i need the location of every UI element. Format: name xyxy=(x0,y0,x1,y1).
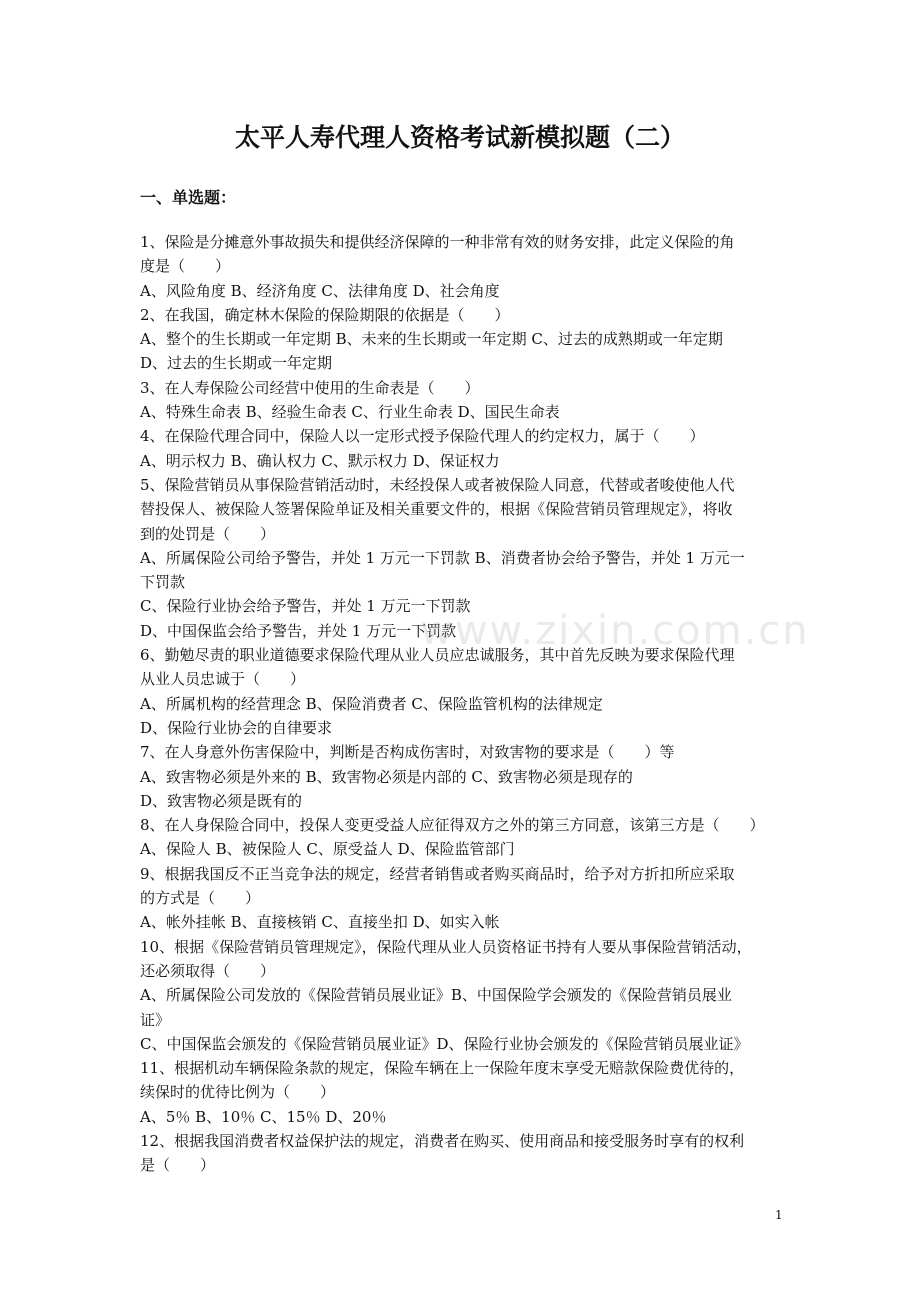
text-line: A、所属保险公司发放的《保险营销员展业证》B、中国保险学会颁发的《保险营销员展业 xyxy=(140,986,732,1005)
text-line: 证》 xyxy=(140,1010,171,1029)
watermark: www.zixin.com.cn xyxy=(420,608,810,654)
text-line: 下罚款 xyxy=(140,573,186,592)
text-line: C、中国保监会颁发的《保险营销员展业证》D、保险行业协会颁发的《保险营销员展业证》 xyxy=(140,1034,749,1053)
text-line: A、整个的生长期或一年定期 B、未来的生长期或一年定期 C、过去的成熟期或一年定期 xyxy=(140,330,723,349)
text-line: 1、保险是分摊意外事故损失和提供经济保障的一种非常有效的财务安排，此定义保险的角 xyxy=(140,233,735,251)
text-line: 还必须取得（ ） xyxy=(140,961,276,980)
text-line: 3、在人寿保险公司经营中使用的生命表是（ ） xyxy=(140,378,480,397)
text-line: A、帐外挂帐 B、直接核销 C、直接坐扣 D、如实入帐 xyxy=(140,913,500,932)
section-heading: 一、单选题： xyxy=(140,188,237,207)
text-line: 度是（ ） xyxy=(140,257,231,276)
text-line: A、所属机构的经营理念 B、保险消费者 C、保险监管机构的法律规定 xyxy=(140,694,603,713)
question-body xyxy=(140,230,800,1178)
text-line: 11、根据机动车辆保险条款的规定，保险车辆在上一保险年度末享受无赔款保险费优待的， xyxy=(140,1059,745,1078)
document-title: 太平人寿代理人资格考试新模拟题（二） xyxy=(234,123,685,152)
text-line: 到的处罚是（ ） xyxy=(140,524,276,543)
text-line: 续保时的优待比例为（ ） xyxy=(140,1083,336,1102)
text-line: 从业人员忠诚于（ ） xyxy=(140,670,306,689)
text-line: 9、根据我国反不正当竞争法的规定，经营者销售或者购买商品时，给予对方折扣所应采取 xyxy=(140,864,735,883)
page-number: 1 xyxy=(775,1208,783,1222)
text-line: A、所属保险公司给予警告，并处 1 万元一下罚款 B、消费者协会给予警告，并处 1 万元一 xyxy=(140,548,745,567)
text-line: C、保险行业协会给予警告，并处 1 万元一下罚款 xyxy=(140,597,471,616)
text-line: D、中国保监会给予警告，并处 1 万元一下罚款 xyxy=(140,621,457,640)
text-line: 4、在保险代理合同中，保险人以一定形式授予保险代理人的约定权力，属于（ ） xyxy=(140,427,705,446)
text-line: 8、在人身保险合同中，投保人变更受益人应征得双方之外的第三方同意，该第三方是（ ） xyxy=(140,816,765,835)
text-line: D、致害物必须是既有的 xyxy=(140,791,303,810)
text-line: 2、在我国，确定林木保险的保险期限的依据是（ ） xyxy=(140,305,510,324)
text-line: 是（ ） xyxy=(140,1156,216,1175)
text-line: 5、保险营销员从事保险营销活动时，未经投保人或者被保险人同意，代替或者唆使他人代 xyxy=(140,475,735,494)
text-line: 的方式是（ ） xyxy=(140,889,261,908)
text-line: A、明示权力 B、确认权力 C、默示权力 D、保证权力 xyxy=(140,451,500,470)
text-line: 10、根据《保险营销员管理规定》，保险代理从业人员资格证书持有人要从事保险营销活动， xyxy=(140,937,752,956)
text-line: A、风险角度 B、经济角度 C、法律角度 D、社会角度 xyxy=(140,281,500,300)
text-line: D、保险行业协会的自律要求 xyxy=(140,718,333,737)
text-line: D、过去的生长期或一年定期 xyxy=(140,354,333,373)
text-line: A、5％ B、10％ C、15％ D、20％ xyxy=(140,1107,387,1126)
text-line: A、特殊生命表 B、经验生命表 C、行业生命表 D、国民生命表 xyxy=(140,403,560,422)
text-line: 替投保人、被保险人签署保险单证及相关重要文件的，根据《保险营销员管理规定》，将收 xyxy=(140,500,733,519)
text-line: 6、勤勉尽责的职业道德要求保险代理从业人员应忠诚服务，其中首先反映为要求保险代理 xyxy=(140,646,735,665)
text-line: A、致害物必须是外来的 B、致害物必须是内部的 C、致害物必须是现存的 xyxy=(140,767,633,786)
text-line: 12、根据我国消费者权益保护法的规定，消费者在购买、使用商品和接受服务时享有的权利 xyxy=(140,1131,745,1150)
text-line: 7、在人身意外伤害保险中，判断是否构成伤害时，对致害物的要求是（ ）等 xyxy=(140,743,675,762)
text-line: A、保险人 B、被保险人 C、原受益人 D、保险监管部门 xyxy=(140,840,515,859)
